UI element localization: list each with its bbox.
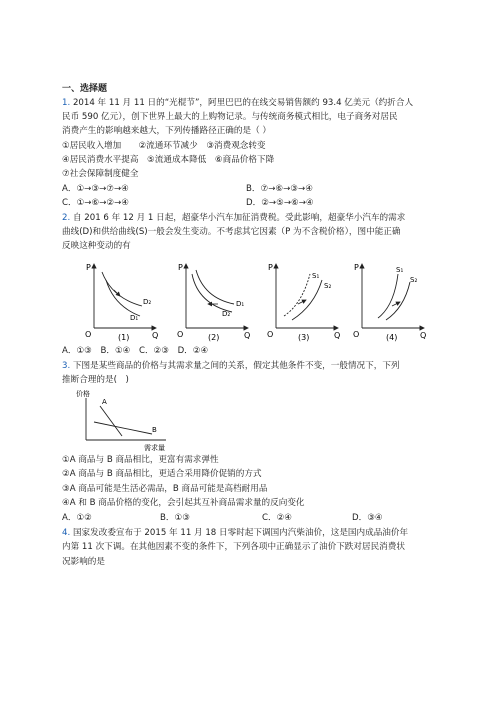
q3-statement-1: ①A 商品与 B 商品相比，更富有需求弹性 [62, 455, 219, 465]
q2-g3-curve-1 [284, 274, 310, 316]
q2-g3-label-2: S₂ [324, 282, 332, 290]
q3-line2: 推断合理的是( ) [62, 375, 129, 385]
q1-number: 1. [62, 98, 71, 108]
q2-g4-number: (4) [386, 333, 398, 342]
q2-graphs [80, 258, 430, 342]
q4-line2: 内第 11 次下调。在其他因素不变的条件下，下列各项中正确显示了油价下跌对居民消费状 [62, 542, 405, 552]
q3-label-b: B [152, 426, 157, 434]
q2-g4-origin: O [353, 330, 360, 339]
q3-statement-3: ③A 商品可能是生活必需品，B 商品可能是高档耐用品 [62, 484, 268, 494]
q3-statement-2: ②A 商品与 B 商品相比，更适合采用降价促销的方式 [62, 469, 262, 479]
q2-g1-number: (1) [118, 333, 130, 342]
q2-graph-1 [85, 263, 158, 342]
q4-line1 [62, 528, 408, 539]
q2-g3-q-label: Q [334, 331, 341, 340]
q2-g1-p-label: P [86, 263, 91, 272]
q2-g2-q-label: Q [244, 331, 251, 340]
q3-graph [70, 388, 180, 452]
q3-option-d: D．③④ [352, 513, 383, 523]
q2-g4-p-label: P [354, 263, 359, 272]
q2-g1-label-1: D₂ [143, 298, 152, 306]
q3-line-b [94, 422, 152, 434]
q3-x-label: 需求量 [144, 444, 165, 452]
q2-g2-curve-2 [196, 270, 234, 304]
q2-text-1: 自 201 6 年 12 月 1 日起，超豪华小汽车加征消费税。受此影响，超豪华小汽车的需求 [72, 213, 406, 223]
q2-g3-origin: O [267, 330, 274, 339]
q2-graph-4 [353, 263, 426, 342]
q2-options: A．①③ B．①④ C．②③ D．②④ [62, 346, 209, 356]
q1-option-d: D．②→⑤→⑥→④ [246, 198, 314, 208]
q1-items-1: ①居民收入增加 ②流通环节减少 ③消费观念转变 [62, 141, 266, 151]
q2-number: 2. [62, 213, 71, 223]
q2-g4-curve-1 [378, 274, 398, 318]
q3-option-b: B．①③ [160, 513, 190, 523]
q3-option-a: A．①② [62, 513, 92, 523]
q2-graph-3 [267, 263, 340, 342]
section-title: 一、选择题 [62, 84, 108, 94]
q2-g3-label-1: S₁ [312, 272, 320, 280]
q2-g4-q-label: Q [420, 331, 427, 340]
q2-g3-number: (3) [298, 333, 310, 342]
q2-graph-2 [177, 263, 250, 342]
q2-g3-curve-2 [292, 280, 322, 320]
q2-g4-label-1: S₁ [396, 266, 404, 274]
q1-line3: 消费产生的影响越来越大，下列传播路径正确的是（ ） [62, 126, 271, 136]
q3-text-1: 下图是某些商品的价格与其需求量之间的关系，假定其他条件不变，一般情况下，下列 [72, 361, 400, 371]
q2-g1-curve-1 [102, 272, 142, 306]
q4-text-1: 国家发改委宣布于 2015 年 11 月 18 日零时起下调国内汽柴油价，这是国内成品油价年 [72, 528, 409, 538]
q3-number: 3. [62, 361, 71, 371]
q2-g3-p-label: P [268, 263, 273, 272]
q3-line1 [62, 361, 400, 372]
q1-line2: 民币 590 亿元），创下世界上最大的上购物记录。与传统商务模式相比，电子商务对居民 [62, 112, 398, 122]
q2-g1-origin: O [85, 330, 92, 339]
q1-items-3: ⑦社会保障制度健全 [62, 169, 139, 179]
q4-line3: 况影响的是 [62, 557, 105, 567]
q4-number: 4. [62, 528, 71, 538]
q1-items-2: ④居民消费水平提高 ⑤流通成本降低 ⑥商品价格下降 [62, 155, 275, 165]
q2-g1-label-2: D₁ [130, 314, 139, 322]
q2-g4-label-2: S₂ [410, 276, 418, 284]
q2-g2-origin: O [177, 330, 184, 339]
q2-line1 [62, 213, 405, 224]
q2-g2-number: (2) [208, 333, 220, 342]
q3-statement-4: ④A 和 B 商品价格的变化，会引起其互补商品需求量的反向变化 [62, 498, 305, 508]
q1-option-a: A．①→③→⑦→④ [62, 184, 129, 194]
q3-y-label: 价格 [76, 390, 90, 398]
q2-g4-curve-2 [386, 282, 410, 320]
q2-g2-label-1: D₂ [222, 310, 231, 318]
q2-g2-label-2: D₁ [236, 300, 245, 308]
q2-line3: 反映这种变动的有 [62, 241, 131, 251]
q1-line1 [62, 98, 413, 109]
q2-g2-curve-1 [192, 274, 232, 312]
q3-option-c: C．②④ [262, 513, 293, 523]
q1-option-b: B．⑦→⑥→③→④ [246, 184, 313, 194]
q3-line-a [100, 406, 122, 436]
q2-g1-q-label: Q [152, 331, 159, 340]
q1-option-c: C．①→⑥→②→④ [62, 198, 130, 208]
q1-text-1: 2014 年 11 月 11 日的“光棍节”，阿里巴巴的在线交易销售额约 93.4 亿美元（约折合人 [72, 98, 414, 108]
q2-line2: 曲线(D)和供给曲线(S)一般会发生变动。不考虑其它因素（P 为不含税价格），图中能正确 [62, 227, 401, 237]
q2-g2-p-label: P [178, 263, 183, 272]
q3-label-a: A [102, 398, 107, 406]
